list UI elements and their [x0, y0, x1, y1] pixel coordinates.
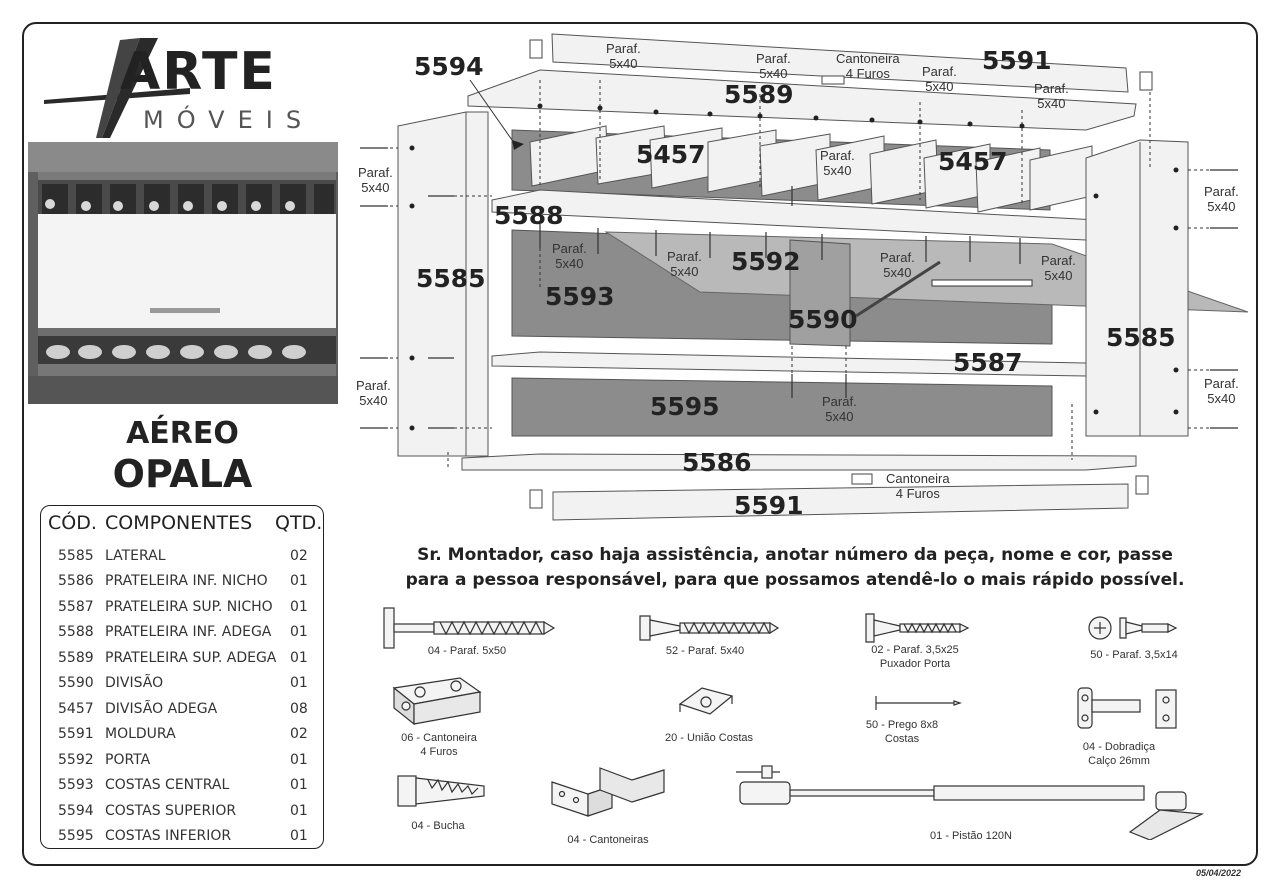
part-label-5593: 5593 [545, 282, 615, 311]
header-component: COMPONENTES [105, 512, 253, 534]
callout-bracket: Cantoneira 4 Furos [836, 51, 900, 81]
hardware-label: 01 - Pistão 120N [930, 830, 1012, 842]
back-joint-icon [680, 688, 732, 714]
table-row: 5590 DIVISÃO 01 [58, 675, 308, 691]
bottom-frame-panel [553, 484, 1128, 520]
callout-screw: Paraf. 5x40 [1034, 81, 1069, 111]
assembler-notice: Sr. Montador, caso haja assistência, anotar número da peça, nome e cor, passe para a pessoa responsável, para que possamos atendê-lo o mais rápido possível. [405, 545, 1185, 590]
wall-plug-icon [398, 776, 484, 806]
callout-screw: Paraf. 5x40 [1041, 253, 1076, 283]
callout-screw: Paraf. 5x40 [552, 241, 587, 271]
hardware-label: 20 - União Costas [664, 732, 754, 744]
callout-screw: Paraf. 5x40 [1204, 184, 1239, 214]
screw-5x50-icon [384, 608, 554, 648]
part-label-5592: 5592 [731, 247, 801, 276]
table-row: 5589 PRATELEIRA SUP. ADEGA 01 [58, 650, 308, 666]
table-row: 5593 COSTAS CENTRAL 01 [58, 777, 308, 793]
table-row: 5586 PRATELEIRA INF. NICHO 01 [58, 573, 308, 589]
part-label-5457-right: 5457 [938, 147, 1008, 176]
brand-subtitle: MÓVEIS [143, 106, 315, 134]
hardware-label: 04 - Bucha [411, 820, 465, 832]
part-label-5585-left: 5585 [416, 264, 486, 293]
product-name: OPALA [112, 452, 253, 496]
callout-screw: Paraf. 5x40 [820, 148, 855, 178]
callout-screw: Paraf. 5x40 [606, 41, 641, 71]
brand-name: ARTE [120, 42, 277, 102]
hardware-drawings [380, 600, 1240, 840]
part-label-5586: 5586 [682, 448, 752, 477]
screw-3-5x25-icon [866, 614, 968, 642]
screw-5x40-icon [640, 616, 778, 640]
part-label-5585-right: 5585 [1106, 323, 1176, 352]
callout-bracket: Cantoneira 4 Furos [886, 471, 950, 501]
part-label-5589: 5589 [724, 80, 794, 109]
upper-niche-shelf [492, 352, 1134, 376]
hardware-label: 50 - Paraf. 3,5x14 [1090, 649, 1178, 661]
hinge-icon [1078, 688, 1176, 728]
hardware-label: 50 - Prego 8x8 Costas [865, 719, 939, 745]
hardware-label: 04 - Cantoneiras [567, 834, 649, 846]
parts-table [40, 505, 324, 849]
part-label-5591-bottom: 5591 [734, 491, 804, 520]
table-row: 5592 PORTA 01 [58, 752, 308, 768]
part-label-5590: 5590 [788, 305, 858, 334]
callout-screw: Paraf. 5x40 [756, 51, 791, 81]
table-row: 5588 PRATELEIRA INF. ADEGA 01 [58, 624, 308, 640]
hardware-label: 02 - Paraf. 3,5x25 Puxador Porta [871, 644, 959, 670]
bracket-4-holes-icon [394, 678, 480, 724]
hardware-label: 04 - Paraf. 5x50 [427, 645, 507, 657]
part-label-5594: 5594 [414, 52, 484, 81]
callout-screw: Paraf. 5x40 [667, 249, 702, 279]
hardware-label: 52 - Paraf. 5x40 [665, 645, 745, 657]
table-row: 5591 MOLDURA 02 [58, 726, 308, 742]
corner-brackets-icon [552, 768, 664, 816]
table-row: 5587 PRATELEIRA SUP. NICHO 01 [58, 599, 308, 615]
callout-screw: Paraf. 5x40 [880, 250, 915, 280]
hardware-label: 06 - Cantoneira 4 Furos [401, 732, 477, 758]
hardware-label: 04 - Dobradiça Calço 26mm [1082, 741, 1156, 767]
product-type: AÉREO [126, 416, 239, 451]
callout-screw: Paraf. 5x40 [1204, 376, 1239, 406]
table-row: 5457 DIVISÃO ADEGA 08 [58, 701, 308, 717]
part-label-5457-left: 5457 [636, 140, 706, 169]
callout-screw: Paraf. 5x40 [358, 165, 393, 195]
part-label-5595: 5595 [650, 392, 720, 421]
table-row: 5594 COSTAS SUPERIOR 01 [58, 803, 308, 819]
lower-niche-shelf [462, 454, 1136, 470]
table-row: 5595 COSTAS INFERIOR 01 [58, 828, 308, 844]
nail-icon [876, 696, 960, 710]
part-label-5591-top: 5591 [982, 46, 1052, 75]
header-code: CÓD. [48, 512, 97, 534]
part-label-5587: 5587 [953, 348, 1023, 377]
callout-screw: Paraf. 5x40 [356, 378, 391, 408]
lower-back-panel [512, 378, 1052, 436]
right-side-panel [1086, 140, 1188, 436]
revision-date: 05/04/2022 [1196, 868, 1242, 878]
callout-screw: Paraf. 5x40 [922, 64, 957, 94]
callout-screw: Paraf. 5x40 [822, 394, 857, 424]
screw-3-5x14-icon [1089, 617, 1176, 639]
table-row: 5585 LATERAL 02 [58, 548, 308, 564]
part-label-5588: 5588 [494, 201, 564, 230]
header-qty: QTD. [275, 512, 323, 534]
